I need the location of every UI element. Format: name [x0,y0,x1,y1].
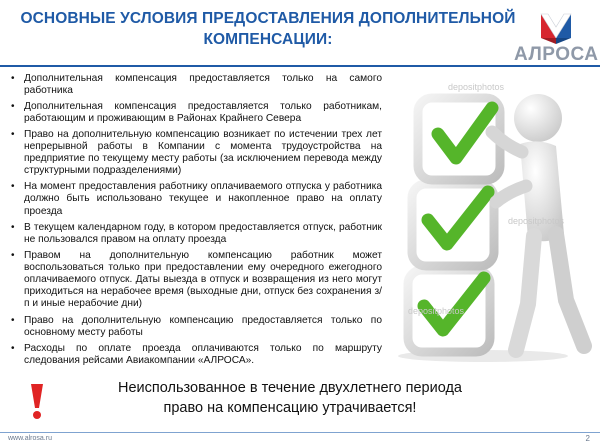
list-item: • Дополнительная компенсация предоставляется только работникам, работающим и проживающим в Районах Крайнего Севера [10,101,382,125]
list-item: • Дополнительная компенсация предоставляется только на самого работника [10,73,382,97]
list-item: • Расходы по оплате проезда оплачиваются только по маршруту следования рейсами Авиакомпании «АЛРОСА». [10,343,382,367]
list-item: • На момент предоставления работнику оплачиваемого отпуска у работника должно быть использовано текущее и накопленное право на оплату проезда [10,181,382,218]
watermark-text: depositphotos [448,82,505,92]
conclusion-note [75,378,505,418]
watermark-text: depositphotos [508,216,565,226]
header-divider [0,65,600,67]
list-item: • В текущем календарном году, в котором предоставляется отпуск, работник не пользовался правом на оплату проезда [10,222,382,246]
list-item: • Правом на дополнительную компенсацию работник может воспользоваться только при предоставлении ему очередного ежегодного оплачиваемого отпуск. Даты выезда в отпуск и возвращения из него могут приходиться на нерабочее время (выходные дни, отпуск без сохранения з/п и иные нерабочие дни) [10,250,382,311]
conclusion-line2: право на компенсацию утрачивается! [163,400,417,416]
exclamation-warning-icon [27,382,47,420]
page-number: 2 [585,434,590,443]
conditions-list [10,73,382,370]
list-item: • Право на дополнительную компенсацию предоставляется только по основному месту работы [10,315,382,339]
footer-url: www.alrosa.ru [8,435,52,442]
logo-text: АЛРОСА [514,44,599,65]
figure-with-checkboxes-illustration-icon [388,74,593,364]
slide-title-line1: ОСНОВНЫЕ УСЛОВИЯ ПРЕДОСТАВЛЕНИЯ ДОПОЛНИТЕЛЬНОЙ [20,10,516,27]
footer-divider [0,432,600,433]
slide-title-line2: КОМПЕНСАЦИИ: [203,31,333,48]
list-item: • Право на дополнительную компенсацию возникает по истечении трех лет непрерывной работы в Компании с момента трудоустройства на предприятие по текущему месту работы (за исключением перевода между структурными подразделениями) [10,129,382,178]
slide-title [18,8,518,50]
conclusion-line1: Неиспользованное в течение двухлетнего периода [118,380,462,396]
watermark-text: depositphotos [408,306,465,316]
